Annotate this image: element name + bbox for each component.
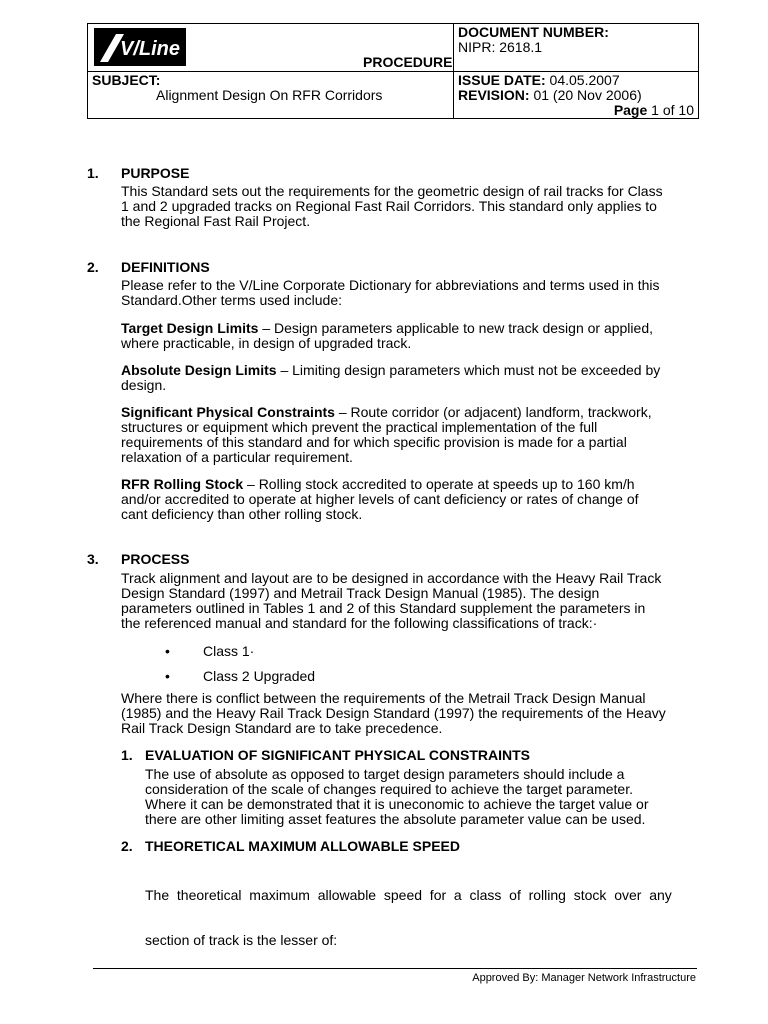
- doc-number-value: NIPR: 2618.1: [458, 39, 543, 55]
- definition-target-design-limits: [121, 321, 676, 351]
- subject-label: SUBJECT:: [92, 72, 161, 88]
- definition-text: – Design parameters applicable to new track design or applied,: [258, 320, 653, 336]
- bullet-icon: •: [165, 668, 170, 684]
- process-conflict: [121, 691, 676, 736]
- purpose-title: PURPOSE: [121, 165, 190, 181]
- definition-term: Target Design Limits: [121, 320, 259, 336]
- revision-row: [458, 88, 694, 103]
- definitions-number: 2.: [87, 259, 99, 275]
- doc-number-cell: [454, 24, 699, 72]
- subsection-2-line: The theoretical maximum allowable speed for a class of rolling stock over any: [145, 887, 672, 903]
- definition-text: and/or accredited to operate at higher levels of cant deficiency or rates of change of: [121, 491, 639, 507]
- definition-text: requirements of this standard and for which specific provision is made for a partial: [121, 434, 627, 450]
- definition-text: relaxation of a particular requirement.: [121, 449, 353, 465]
- logo-text: V/Line: [120, 38, 181, 60]
- bullet-class-2-upgraded: Class 2 Upgraded: [203, 668, 316, 684]
- subsection-1-line: The use of absolute as opposed to target design parameters should include a: [145, 766, 625, 782]
- doc-number-label: DOCUMENT NUMBER:: [458, 24, 609, 40]
- definition-text: – Route corridor (or adjacent) landform, trackwork,: [334, 404, 652, 420]
- subsection-1-line: consideration of the scale of changes required to achieve the target parameter.: [145, 781, 633, 797]
- issue-date-row: [458, 73, 694, 88]
- process-intro-line: the referenced manual and standard for the following classifications of track:·: [121, 615, 598, 631]
- definitions-intro: [121, 278, 676, 308]
- process-intro-line: Design Standard (1997) and Metrail Track Design Manual (1985). The design: [121, 585, 600, 601]
- definition-text: design.: [121, 377, 167, 393]
- process-conflict-line: (1985) and the Heavy Rail Track Design Standard (1997) the requirements of the Heavy: [121, 705, 666, 721]
- subject-value: Alignment Design On RFR Corridors: [156, 87, 383, 103]
- process-intro: [121, 571, 676, 631]
- definition-term: RFR Rolling Stock: [121, 476, 244, 492]
- logo-procedure-cell: [88, 24, 454, 72]
- definition-text: where practicable, in design of upgraded track.: [121, 335, 412, 351]
- issue-date-label: ISSUE DATE:: [458, 72, 546, 88]
- subsection-2-title: THEORETICAL MAXIMUM ALLOWABLE SPEED: [145, 838, 460, 854]
- page-value: 1 of 10: [651, 102, 694, 118]
- definition-text: structures or equipment which prevent the practical implementation of the full: [121, 419, 598, 435]
- header-table: [87, 23, 699, 119]
- issue-date-value: 04.05.2007: [549, 72, 620, 88]
- bullet-class-1: Class 1·: [203, 643, 255, 659]
- definition-text: – Limiting design parameters which must not be exceeded by: [276, 362, 661, 378]
- subsection-2-line: section of track is the lesser of:: [145, 932, 338, 948]
- definitions-title: DEFINITIONS: [121, 259, 210, 275]
- process-title: PROCESS: [121, 551, 190, 567]
- definition-absolute-design-limits: [121, 363, 676, 393]
- purpose-text: [121, 184, 676, 229]
- subject-cell: [88, 72, 454, 119]
- revision-label: REVISION:: [458, 87, 530, 103]
- definition-term: Significant Physical Constraints: [121, 404, 335, 420]
- bullet-icon: •: [165, 643, 170, 659]
- subsection-1-line: Where it can be demonstrated that it is uneconomic to achieve the target value or: [145, 796, 649, 812]
- procedure-label: PROCEDURE: [363, 54, 453, 70]
- subsection-1-text: [145, 767, 676, 827]
- page-row: [458, 103, 694, 118]
- definition-rfr-rolling-stock: [121, 477, 676, 522]
- subsection-2-text: [145, 858, 676, 963]
- subsection-2-number: 2.: [121, 838, 133, 854]
- subsection-1-title: EVALUATION OF SIGNIFICANT PHYSICAL CONSTRAINTS: [145, 747, 531, 763]
- footer-divider: [93, 968, 697, 969]
- subsection-1-number: 1.: [121, 747, 133, 763]
- process-conflict-line: Rail Track Design Standard are to take precedence.: [121, 720, 443, 736]
- definition-significant-physical-constraints: [121, 405, 676, 465]
- process-conflict-line: Where there is conflict between the requirements of the Metrail Track Design Manual: [121, 690, 646, 706]
- purpose-number: 1.: [87, 165, 99, 181]
- process-intro-line: parameters outlined in Tables 1 and 2 of this Standard supplement the parameters in: [121, 600, 646, 616]
- definition-term: Absolute Design Limits: [121, 362, 277, 378]
- process-intro-line: Track alignment and layout are to be designed in accordance with the Heavy Rail Track: [121, 570, 662, 586]
- definition-text: cant deficiency than other rolling stock.: [121, 506, 363, 522]
- definition-text: – Rolling stock accredited to operate at speeds up to 160 km/h: [243, 476, 635, 492]
- issue-cell: [454, 72, 699, 119]
- revision-value: 01 (20 Nov 2006): [533, 87, 642, 103]
- purpose-line: 1 and 2 upgraded tracks on Regional Fast Rail Corridors. This standard only applies to: [121, 198, 657, 214]
- purpose-line: the Regional Fast Rail Project.: [121, 213, 311, 229]
- definitions-intro-line: Standard.Other terms used include:: [121, 292, 343, 308]
- footer-approved-by: Approved By: Manager Network Infrastructure: [472, 972, 696, 984]
- purpose-line: This Standard sets out the requirements for the geometric design of rail tracks for Class: [121, 183, 663, 199]
- process-number: 3.: [87, 551, 99, 567]
- page-label: Page: [613, 102, 648, 118]
- subsection-1-line: there are other limiting asset features the absolute parameter value can be used.: [145, 811, 646, 827]
- definitions-intro-line: Please refer to the V/Line Corporate Dictionary for abbreviations and terms used in this: [121, 277, 660, 293]
